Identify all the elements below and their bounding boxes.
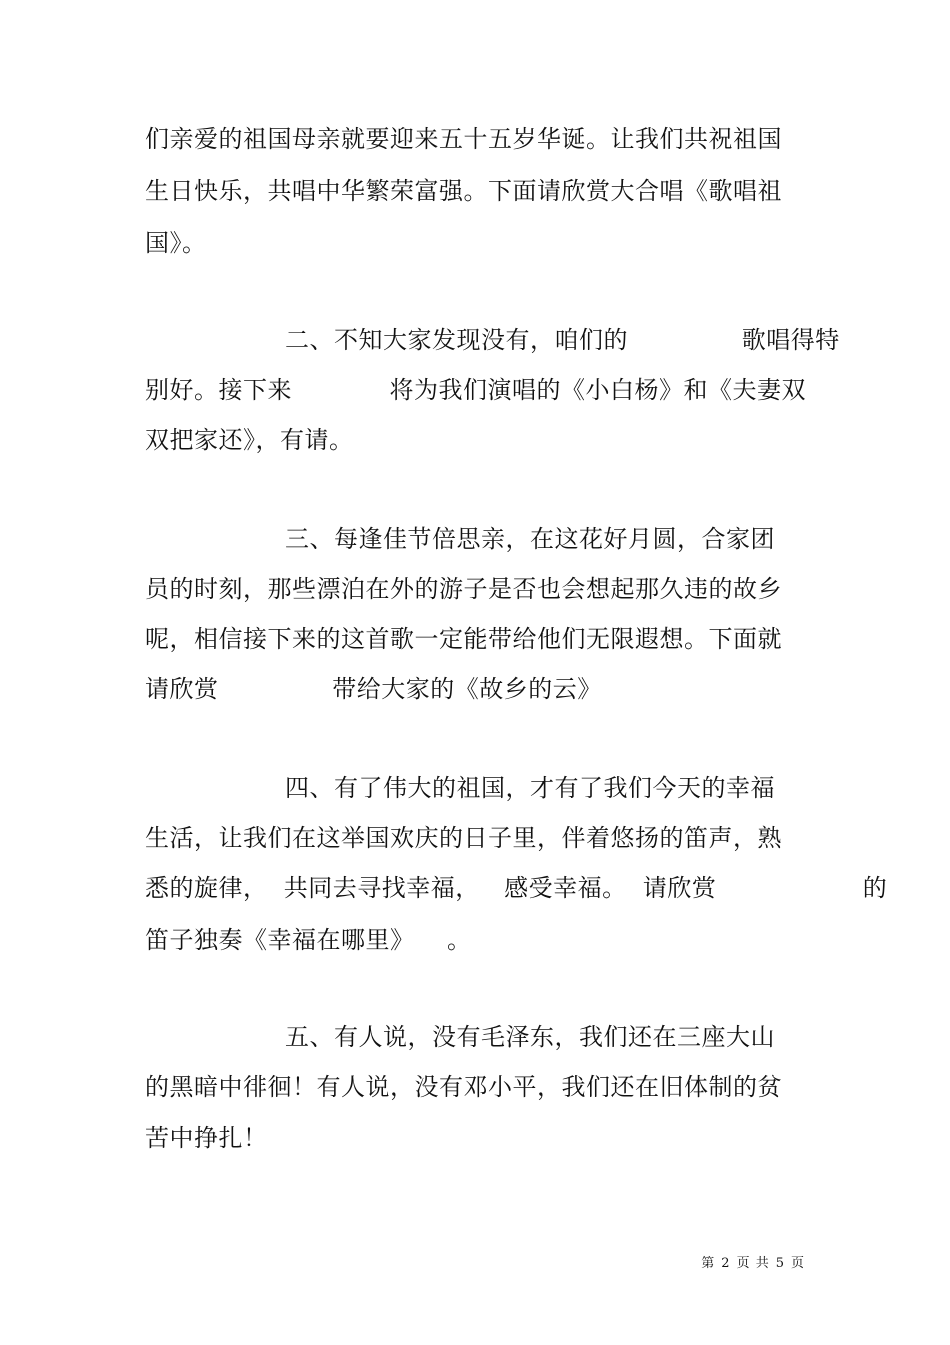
- text-line: 生日快乐，共唱中华繁荣富强。下面请欣赏大合唱《歌唱祖: [145, 177, 782, 205]
- text-line: 笛子独奏《幸福在哪里》 。: [145, 926, 472, 954]
- text-line: 双把家还》，有请。: [145, 426, 354, 454]
- text-line: 生活，让我们在这举国欢庆的日子里，伴着悠扬的笛声，熟: [145, 824, 782, 852]
- text-line: 国》。: [145, 229, 207, 257]
- text-line: 员的时刻，那些漂泊在外的游子是否也会想起那久违的故乡: [145, 575, 782, 603]
- footer-prefix: 第: [701, 1256, 716, 1271]
- page-footer: [0, 1252, 808, 1271]
- footer-middle: 页 共: [736, 1256, 770, 1271]
- text-line: 二、不知大家发现没有，咱们的 歌唱得特: [285, 326, 840, 354]
- text-line: 别好。接下来 将为我们演唱的《小白杨》和《夫妻双: [145, 376, 807, 404]
- footer-total-pages: 5: [775, 1256, 785, 1271]
- text-line: 五、有人说，没有毛泽东，我们还在三座大山: [285, 1023, 775, 1051]
- footer-page-number: 2: [721, 1256, 731, 1271]
- text-line: 请欣赏 带给大家的《故乡的云》: [145, 675, 602, 703]
- text-line: 们亲爱的祖国母亲就要迎来五十五岁华诞。让我们共祝祖国: [145, 125, 782, 153]
- footer-suffix: 页: [790, 1256, 805, 1271]
- text-line: 三、每逢佳节倍思亲，在这花好月圆，合家团: [285, 525, 775, 553]
- text-line: 四、有了伟大的祖国，才有了我们今天的幸福: [285, 774, 775, 802]
- text-line: 的黑暗中徘徊！有人说，没有邓小平，我们还在旧体制的贫: [145, 1073, 782, 1101]
- text-line: 苦中挣扎！: [145, 1124, 268, 1152]
- text-line: 悉的旋律， 共同去寻找幸福， 感受幸福。 请欣赏 的: [145, 874, 888, 902]
- text-line: 呢，相信接下来的这首歌一定能带给他们无限遐想。下面就: [145, 625, 782, 653]
